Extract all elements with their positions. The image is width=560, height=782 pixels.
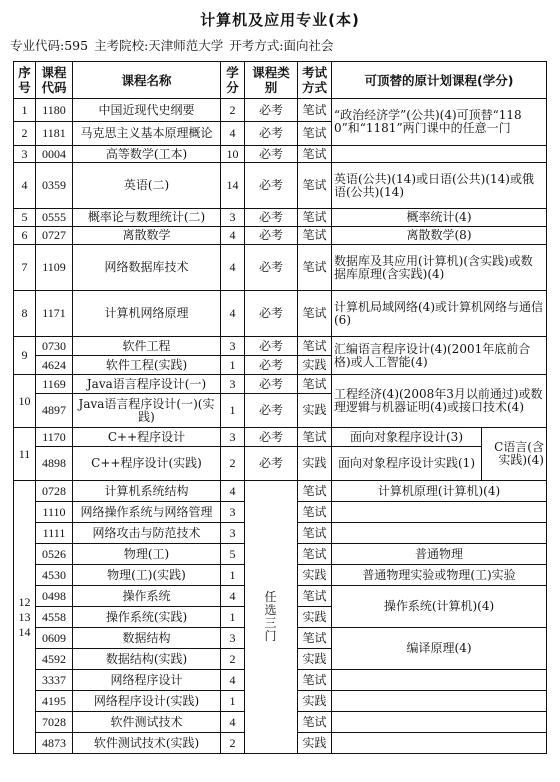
cell-seq: 6 <box>14 227 36 245</box>
cell-seq: 8 <box>14 291 36 337</box>
cell-code: 1180 <box>36 99 73 122</box>
cell-credits: 5 <box>221 544 245 565</box>
cell-exam: 笔试 <box>298 122 332 146</box>
cell-credits: 2 <box>221 733 245 754</box>
cell-type: 必考 <box>245 99 298 122</box>
cell-seq: 9 <box>14 337 36 375</box>
cell-replace-empty <box>332 670 547 691</box>
cell-name: 软件工程 <box>73 337 221 356</box>
table-row <box>14 291 547 337</box>
cell-exam: 实践 <box>298 565 332 586</box>
header-seq: 序号 <box>14 62 36 99</box>
cell-replace: C语言(含实践)(4) <box>482 428 547 481</box>
cell-credits: 1 <box>221 356 245 375</box>
cell-code: 1181 <box>36 122 73 146</box>
cell-replace: 数据库及其应用(计算机)(含实践)或数据库原理(含实践)(4) <box>332 245 547 291</box>
cell-name: 英语(二) <box>73 163 221 209</box>
cell-credits: 3 <box>221 523 245 544</box>
cell-code: 3337 <box>36 670 73 691</box>
cell-exam: 实践 <box>298 649 332 670</box>
cell-name: 数据结构 <box>73 628 221 649</box>
cell-exam: 笔试 <box>298 428 332 447</box>
cell-code: 7028 <box>36 712 73 733</box>
table-row <box>14 146 547 163</box>
cell-credits: 4 <box>221 586 245 607</box>
cell-replace: 汇编语言程序设计(4)(2001年底前合格)或人工智能(4) <box>332 337 547 375</box>
cell-name: C++程序设计(实践) <box>73 447 221 481</box>
cell-code: 4898 <box>36 447 73 481</box>
cell-seq: 1 <box>14 99 36 122</box>
cell-exam: 笔试 <box>298 375 332 394</box>
cell-type: 必考 <box>245 209 298 227</box>
table-row <box>14 245 547 291</box>
cell-code: 4558 <box>36 607 73 628</box>
cell-replace: 编译原理(4) <box>332 628 547 670</box>
cell-replace: 计算机原理(计算机)(4) <box>332 481 547 502</box>
cell-name: Java语言程序设计(一)(实践) <box>73 394 221 428</box>
cell-code: 1169 <box>36 375 73 394</box>
table-row <box>14 209 547 227</box>
cell-exam: 笔试 <box>298 245 332 291</box>
cell-replace: 工程经济(4)(2008年3月以前通过)或数理逻辑与机器证明(4)或接口技术(4) <box>332 375 547 428</box>
cell-type: 必考 <box>245 447 298 481</box>
cell-name: 网络攻击与防范技术 <box>73 523 221 544</box>
cell-type: 必考 <box>245 337 298 356</box>
header-replace: 可顶替的原计划课程(学分) <box>332 62 547 99</box>
cell-code: 0498 <box>36 586 73 607</box>
cell-exam: 实践 <box>298 447 332 481</box>
cell-type: 必考 <box>245 428 298 447</box>
exam-mode: 开考方式:面向社会 <box>229 38 334 53</box>
cell-exam: 笔试 <box>298 481 332 502</box>
cell-credits: 3 <box>221 337 245 356</box>
cell-exam: 笔试 <box>298 523 332 544</box>
cell-replace: 计算机局域网络(4)或计算机网络与通信(6) <box>332 291 547 337</box>
cell-code: 1111 <box>36 523 73 544</box>
cell-credits: 4 <box>221 670 245 691</box>
cell-replace: 英语(公共)(14)或日语(公共)(14)或俄语(公共)(14) <box>332 163 547 209</box>
cell-name: 数据结构(实践) <box>73 649 221 670</box>
cell-credits: 4 <box>221 712 245 733</box>
cell-exam: 笔试 <box>298 712 332 733</box>
cell-name: 网络数据库技术 <box>73 245 221 291</box>
cell-name: 网络程序设计(实践) <box>73 691 221 712</box>
cell-code: 4592 <box>36 649 73 670</box>
cell-credits: 2 <box>221 99 245 122</box>
cell-name: Java语言程序设计(一) <box>73 375 221 394</box>
cell-code: 4624 <box>36 356 73 375</box>
cell-type: 必考 <box>245 394 298 428</box>
cell-name: 高等数学(工本) <box>73 146 221 163</box>
cell-name: 软件工程(实践) <box>73 356 221 375</box>
cell-name: 操作系统 <box>73 586 221 607</box>
cell-code: 0004 <box>36 146 73 163</box>
cell-seq: 10 <box>14 375 36 428</box>
cell-credits: 14 <box>221 163 245 209</box>
cell-credits: 3 <box>221 209 245 227</box>
cell-exam: 实践 <box>298 691 332 712</box>
cell-exam: 笔试 <box>298 502 332 523</box>
table-row <box>14 481 547 502</box>
cell-credits: 1 <box>221 691 245 712</box>
cell-type: 必考 <box>245 163 298 209</box>
cell-exam: 笔试 <box>298 146 332 163</box>
cell-seq: 7 <box>14 245 36 291</box>
cell-credits: 1 <box>221 394 245 428</box>
cell-code: 0730 <box>36 337 73 356</box>
cell-type: 任选三门 <box>245 481 298 754</box>
cell-credits: 10 <box>221 146 245 163</box>
cell-replace: 离散数学(8) <box>332 227 547 245</box>
cell-credits: 1 <box>221 565 245 586</box>
cell-exam: 笔试 <box>298 337 332 356</box>
cell-code: 0555 <box>36 209 73 227</box>
cell-seq: 12 13 14 <box>14 481 36 754</box>
cell-name: C++程序设计 <box>73 428 221 447</box>
table-row <box>14 447 547 481</box>
cell-exam: 实践 <box>298 733 332 754</box>
table-row <box>14 337 547 356</box>
cell-exam: 笔试 <box>298 291 332 337</box>
cell-exam: 笔试 <box>298 227 332 245</box>
program-code: 专业代码:595 <box>10 38 89 53</box>
cell-name: 离散数学 <box>73 227 221 245</box>
program-info <box>10 36 335 54</box>
cell-replace: 概率统计(4) <box>332 209 547 227</box>
page-title: 计算机及应用专业(本) <box>200 11 360 29</box>
cell-credits: 3 <box>221 628 245 649</box>
header-code: 课程代码 <box>36 62 73 99</box>
cell-exam: 笔试 <box>298 99 332 122</box>
cell-code: 4897 <box>36 394 73 428</box>
cell-type: 必考 <box>245 375 298 394</box>
cell-credits: 1 <box>221 607 245 628</box>
cell-exam: 笔试 <box>298 209 332 227</box>
cell-code: 1109 <box>36 245 73 291</box>
cell-replace: 普通物理 <box>332 544 547 565</box>
cell-replace-empty <box>332 712 547 733</box>
cell-credits: 4 <box>221 227 245 245</box>
header-type: 课程类别 <box>245 62 298 99</box>
cell-exam: 笔试 <box>298 544 332 565</box>
cell-replace-empty <box>332 691 547 712</box>
table-row <box>14 99 547 122</box>
table-row <box>14 227 547 245</box>
cell-name: 软件测试技术(实践) <box>73 733 221 754</box>
cell-name: 软件测试技术 <box>73 712 221 733</box>
cell-credits: 3 <box>221 428 245 447</box>
cell-type: 必考 <box>245 146 298 163</box>
cell-code: 0727 <box>36 227 73 245</box>
cell-seq: 11 <box>14 428 36 481</box>
cell-exam: 实践 <box>298 607 332 628</box>
exam-school: 主考院校:天津师范大学 <box>94 38 224 53</box>
cell-name: 网络程序设计 <box>73 670 221 691</box>
cell-name: 概率论与数理统计(二) <box>73 209 221 227</box>
cell-code: 0728 <box>36 481 73 502</box>
cell-name: 操作系统(实践) <box>73 607 221 628</box>
cell-credits: 2 <box>221 649 245 670</box>
cell-code: 0359 <box>36 163 73 209</box>
cell-replace: 面向对象程序设计实践(1) <box>332 447 482 481</box>
cell-replace-empty <box>332 733 547 754</box>
cell-name: 马克思主义基本原理概论 <box>73 122 221 146</box>
cell-exam: 笔试 <box>298 163 332 209</box>
cell-name: 计算机系统结构 <box>73 481 221 502</box>
header-name: 课程名称 <box>73 62 221 99</box>
cell-name: 计算机网络原理 <box>73 291 221 337</box>
table-row <box>14 428 547 447</box>
cell-replace-empty <box>332 523 547 544</box>
cell-code: 1171 <box>36 291 73 337</box>
cell-seq: 4 <box>14 163 36 209</box>
cell-replace: 操作系统(计算机)(4) <box>332 586 547 628</box>
cell-credits: 3 <box>221 502 245 523</box>
cell-credits: 3 <box>221 375 245 394</box>
cell-exam: 笔试 <box>298 586 332 607</box>
cell-exam: 实践 <box>298 394 332 428</box>
cell-replace-empty <box>332 146 547 163</box>
cell-code: 4873 <box>36 733 73 754</box>
cell-code: 4530 <box>36 565 73 586</box>
cell-code: 0526 <box>36 544 73 565</box>
header-credits: 学分 <box>221 62 245 99</box>
cell-name: 中国近现代史纲要 <box>73 99 221 122</box>
cell-name: 网络操作系统与网络管理 <box>73 502 221 523</box>
course-table <box>13 61 547 754</box>
cell-exam: 笔试 <box>298 670 332 691</box>
cell-type: 必考 <box>245 356 298 375</box>
cell-name: 物理(工) <box>73 544 221 565</box>
header-exam: 考试方式 <box>298 62 332 99</box>
cell-credits: 4 <box>221 291 245 337</box>
cell-type: 必考 <box>245 122 298 146</box>
table-row <box>14 375 547 394</box>
cell-credits: 4 <box>221 245 245 291</box>
cell-code: 1110 <box>36 502 73 523</box>
cell-exam: 实践 <box>298 356 332 375</box>
cell-credits: 2 <box>221 447 245 481</box>
cell-seq: 5 <box>14 209 36 227</box>
cell-type: 必考 <box>245 291 298 337</box>
cell-type: 必考 <box>245 227 298 245</box>
table-header-row <box>14 62 547 99</box>
cell-seq: 2 <box>14 122 36 146</box>
cell-code: 4195 <box>36 691 73 712</box>
cell-credits: 4 <box>221 122 245 146</box>
cell-type: 必考 <box>245 245 298 291</box>
cell-replace: “政治经济学”(公共)(4)可顶替“1180”和“1181”两门课中的任意一门 <box>332 99 547 146</box>
table-row <box>14 163 547 209</box>
cell-replace: 普通物理实验或物理(工)实验 <box>332 565 547 586</box>
cell-name: 物理(工)(实践) <box>73 565 221 586</box>
cell-credits: 4 <box>221 481 245 502</box>
cell-seq: 3 <box>14 146 36 163</box>
cell-replace-empty <box>332 502 547 523</box>
cell-code: 1170 <box>36 428 73 447</box>
cell-replace: 面向对象程序设计(3) <box>332 428 482 447</box>
cell-code: 0609 <box>36 628 73 649</box>
cell-exam: 笔试 <box>298 628 332 649</box>
